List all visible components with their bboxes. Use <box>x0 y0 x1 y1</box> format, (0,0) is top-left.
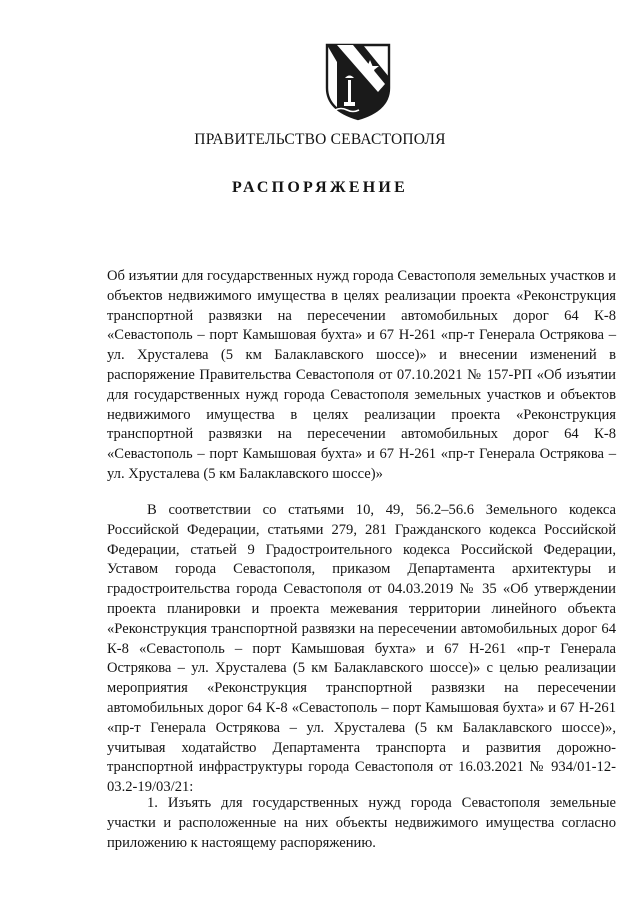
coat-of-arms-icon <box>323 42 393 122</box>
document-type: РАСПОРЯЖЕНИЕ <box>232 179 408 196</box>
clause-1-paragraph: 1. Изъять для государственных нужд города Севастополя земельные участки и расположенные на них объекты недвижимого имущества согласно приложению к настоящему распоряжению. <box>107 795 616 851</box>
preamble-paragraph: В соответствии со статьями 10, 49, 56.2–56.6 Земельного кодекса Российской Федерации, статьями 279, 281 Гражданского кодекса Российской Федерации, статьей 9 Градостроительного кодекса Российской Федерации, Уставом города Севастополя, приказом Департамента архитектуры и градостроительства города Севастополя от 04.03.2019 № 35 «Об утверждении проекта планировки и проекта межевания территории линейного объекта «Реконструкция транспортной развязки на пересечении автомобильных дорог 64 К-8 «Севастополь – порт Камышовая бухта» и 67 Н-261 «пр-т Генерала Острякова – ул. Хрусталева (5 км Балаклавского шоссе)» с целью реализации мероприятия «Реконструкция транспортной развязки на пересечении автомобильных дорог 64 К-8 «Севастополь – порт Камышовая бухта» и 67 Н-261 «пр-т Генерала Острякова – ул. Хрусталева (5 км Балаклавского шоссе)», учитывая ходатайство Департамента транспорта и развития дорожно-транспортной инфраструктуры города Севастополя от 16.03.2021 № 934/01-12-03.2-19/03/21: <box>107 502 616 796</box>
document-title: Об изъятии для государственных нужд города Севастополя земельных участков и объектов недвижимого имущества в целях реализации проекта «Реконструкция транспортной развязки на пересечении автомобильных дорог 64 К-8 «Севастополь – порт Камышовая бухта» и 67 Н-261 «пр-т Генерала Острякова – ул. Хрусталева (5 км Балаклавского шоссе)» и внесении изменений в распоряжение Правительства Севастополя от 07.10.2021 № 157-РП «Об изъятии для государственных нужд города Севастополя земельных участков и объектов недвижимого имущества в целях реализации проекта «Реконструкция транспортной развязки на пересечении автомобильных дорог 64 К-8 «Севастополь – порт Камышовая бухта» и 67 Н-261 «пр-т Генерала Острякова – ул. Хрусталева (5 км Балаклавского шоссе)» <box>107 268 616 482</box>
organization-name: ПРАВИТЕЛЬСТВО СЕВАСТОПОЛЯ <box>194 131 446 148</box>
